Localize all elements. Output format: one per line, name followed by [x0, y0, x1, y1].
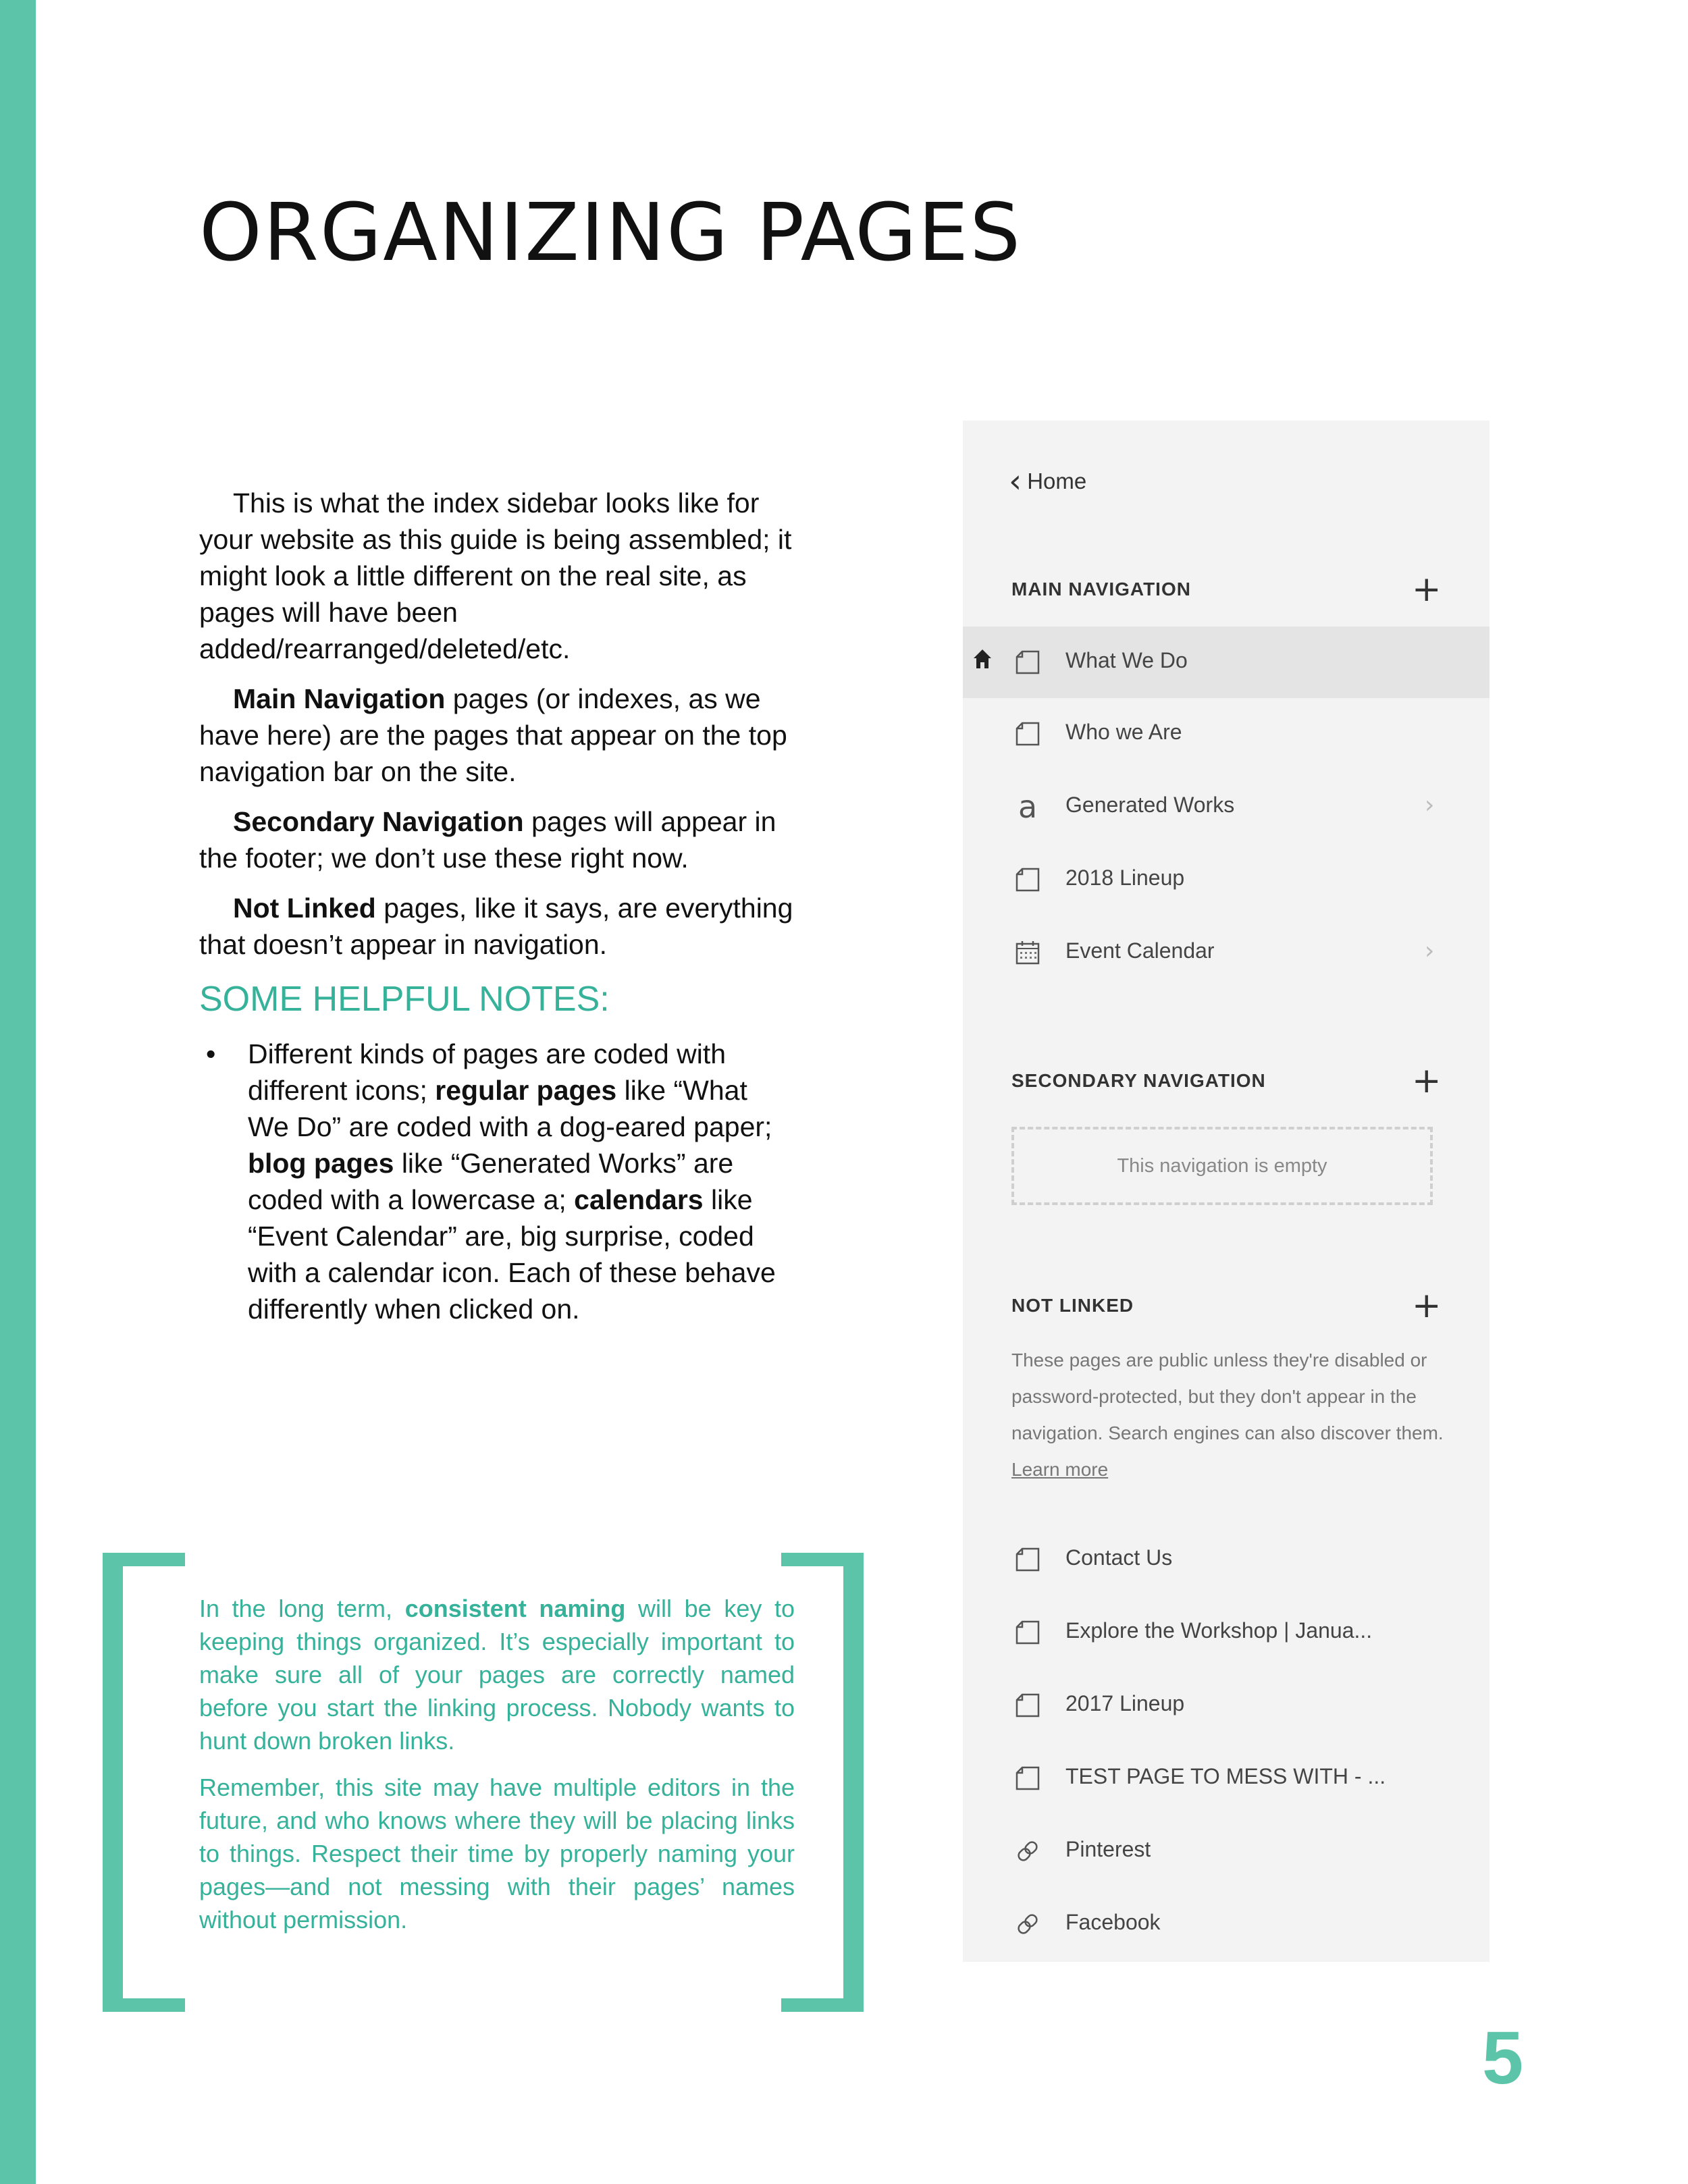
home-label: Home — [1027, 469, 1087, 494]
sidebar-item-who-we-are[interactable] — [963, 698, 1489, 770]
main-navigation-label: MAIN NAVIGATION — [1011, 579, 1191, 600]
intro-paragraph: This is what the index sidebar looks like for your website as this guide is being assembled; it might look a little different on the real site, as pages will have been added/rearranged/deleted/etc. — [199, 487, 792, 664]
sidebar-item-pinterest[interactable] — [963, 1815, 1489, 1887]
svg-text:a: a — [1018, 793, 1038, 820]
sidebar-item-facebook[interactable] — [963, 1888, 1489, 1960]
page-icon — [1014, 1619, 1041, 1646]
chevron-right-icon: › — [1425, 791, 1435, 819]
link-icon — [1014, 1838, 1041, 1865]
sidebar-item-label: What We Do — [1065, 648, 1188, 672]
calendar-icon — [1014, 939, 1041, 966]
sidebar-item-generated-works[interactable] — [963, 771, 1489, 843]
sidebar-item-label: Who we Are — [1065, 720, 1182, 744]
sidebar-item-label: Explore the Workshop | Janua... — [1065, 1618, 1373, 1643]
chevron-left-icon: ‹ — [1009, 462, 1022, 500]
page-icon — [1014, 720, 1041, 747]
sidebar-item-2017-lineup[interactable] — [963, 1670, 1489, 1741]
sidebar-item-label: TEST PAGE TO MESS WITH - ... — [1065, 1764, 1386, 1788]
home-icon — [972, 647, 993, 671]
add-not-linked-icon[interactable]: + — [1412, 1285, 1442, 1326]
empty-navigation-text: This navigation is empty — [1117, 1154, 1327, 1177]
sidebar-item-contact-us[interactable] — [963, 1524, 1489, 1595]
secondary-nav-paragraph: Secondary Navigation pages will appear in the footer; we don’t use these right now. — [199, 806, 776, 874]
sidebar-item-label: Facebook — [1065, 1910, 1161, 1934]
page-icon — [1014, 866, 1041, 893]
sidebar-item-label: Contact Us — [1065, 1545, 1173, 1570]
blog-icon — [1014, 793, 1041, 820]
sidebar-item-label: Event Calendar — [1065, 938, 1215, 963]
main-nav-paragraph: Main Navigation pages (or indexes, as we have here) are the pages that appear on the top navigation bar on the site. — [199, 683, 787, 787]
page-number: 5 — [1482, 2017, 1524, 2100]
secondary-navigation-label: SECONDARY NAVIGATION — [1011, 1070, 1266, 1091]
add-main-nav-icon[interactable]: + — [1412, 569, 1442, 610]
not-linked-label: NOT LINKED — [1011, 1295, 1134, 1316]
link-icon — [1014, 1911, 1041, 1938]
callout-paragraph: Remember, this site may have multiple editors in the future, and who knows where they will be placing links to things. Respect their time by properly naming your pages—and not messing with their pages’ names without permission. — [199, 1774, 795, 1934]
not-linked-paragraph: Not Linked pages, like it says, are everything that doesn’t appear in navigation. — [199, 893, 793, 960]
sidebar-item-label: 2018 Lineup — [1065, 865, 1185, 890]
sidebar-item-2018-lineup[interactable] — [963, 844, 1489, 915]
page-title: ORGANIZING PAGES — [199, 186, 1022, 279]
page-icon — [1014, 1765, 1041, 1792]
bullet-icon: • — [206, 1038, 216, 1069]
sidebar-item-explore-the-workshop[interactable] — [963, 1597, 1489, 1668]
index-sidebar — [963, 421, 1489, 1962]
learn-more-link[interactable]: Learn more — [1011, 1459, 1109, 1480]
notes-list — [199, 1036, 793, 1327]
chevron-right-icon: › — [1425, 937, 1435, 965]
not-linked-description: These pages are public unless they're disabled or password-protected, but they don't appear in the navigation. Search engines can also discover them. Learn more — [1011, 1350, 1444, 1480]
sidebar-item-what-we-do[interactable] — [963, 627, 1489, 698]
intro-text — [199, 485, 793, 976]
list-item — [199, 1036, 793, 1327]
sidebar-item-label: Pinterest — [1065, 1837, 1151, 1861]
sidebar-item-event-calendar[interactable] — [963, 917, 1489, 988]
left-bracket — [103, 1553, 185, 2012]
notes-heading: SOME HELPFUL NOTES: — [199, 980, 610, 1019]
accent-bar — [0, 0, 36, 2184]
note-text: Different kinds of pages are coded with different icons; regular pages like “What We Do” are coded with a dog-eared paper; blog pages like “Generated Works” are coded with a lowercase a; calendars like “Event Calendar” are, big surprise, coded with a calendar icon. Each of these behave differently when clicked on. — [248, 1038, 776, 1325]
page-icon — [1014, 1692, 1041, 1719]
home-back-link[interactable] — [1009, 461, 1086, 502]
page-icon — [1014, 649, 1041, 676]
callout-paragraph: In the long term, consistent naming will be key to keeping things organized. It’s especially important to make sure all of your pages are correctly named before you start the linking process. Nobody wants to hunt down broken links. — [199, 1595, 795, 1755]
page-icon — [1014, 1546, 1041, 1573]
sidebar-item-label: Generated Works — [1065, 793, 1235, 817]
add-secondary-nav-icon[interactable]: + — [1412, 1061, 1442, 1101]
sidebar-item-test-page[interactable] — [963, 1742, 1489, 1814]
naming-callout — [199, 1592, 795, 1950]
sidebar-item-label: 2017 Lineup — [1065, 1691, 1185, 1715]
empty-navigation-dropzone[interactable] — [1011, 1127, 1433, 1205]
